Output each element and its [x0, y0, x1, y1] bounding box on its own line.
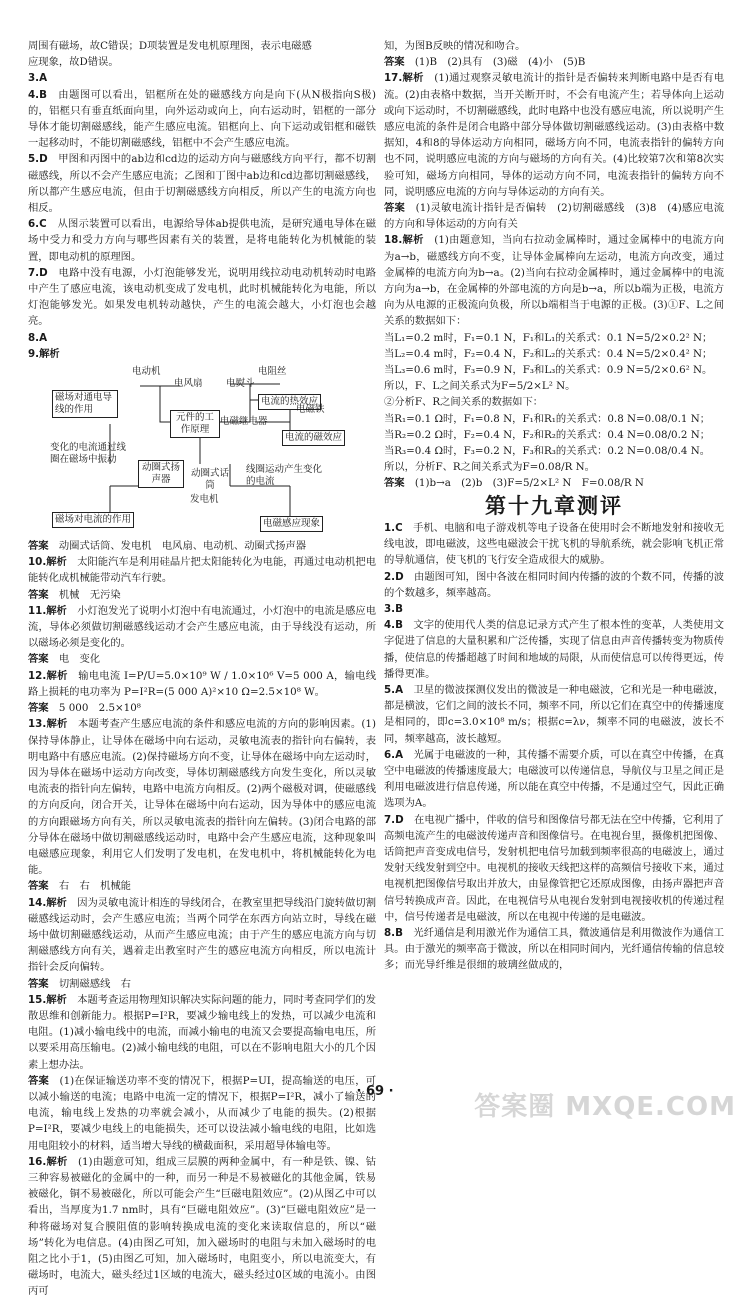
node-center: 元件的工作原理 [170, 410, 220, 438]
solution-item: 14.解析 因为灵敏电流计相连的导线闭合，在教室里把导线沿门旋转做切割磁感线运动时，会产生感应电流；当两个同学在东西方向站立时，导线在磁场中做切割磁感线运动，从而产生感应电流；由于产生的感应电流方向与切割磁感线方向有关，遇着走出教室时产生的感应电流方向相反，所以电流计指针会反向偏转。 [28, 896, 377, 974]
answer-line: 答案 右 右 机械能 [28, 880, 131, 893]
node-motor: 电动机 [132, 366, 161, 378]
node-speaker: 动圈式扬声器 [138, 460, 184, 488]
text-line: 当R₂=0.2 Ω时，F₂=0.4 N，F₂和R₂的关系式：0.4 N=0.08/0.2 N； [384, 428, 711, 441]
answer-line: 答案 (1)在保证输送功率不变的情况下，根据P=UI，提高输送的电压，可以减小输送的电流；电路中电流一定的情况下，根据P=I²R，减小了输送的电流，输电线上发热的功率就会减小，从而减少了电能的损失。(2)根据P=I²R，要减少电线上的电能损失，还可以设法减小输电线的电阻，比如选用电阻较小的材料，适当增大导线的横截面积，采用超导体输电等。 [28, 1074, 377, 1152]
solution-item: 11.解析 小灯泡发光了说明小灯泡中有电流通过，小灯泡中的电流是感应电流，导体必须做切割磁感线运动才会产生感应电流，由于导线没有运动，所以磁场必须是变化的。 [28, 604, 377, 650]
node-force-on-current-2: 磁场对电流的作用 [52, 512, 134, 528]
answer-item: 6.C 从图示装置可以看出，电源给导体ab提供电流，是研究通电导体在磁场中受力和受力方向与哪些因素有关的装置，是将电能转化为机械能的装置，即电动机的原理图。 [28, 218, 376, 263]
text-line: 当L₂=0.4 m时，F₂=0.4 N，F₂和L₂的关系式：0.4 N=5/2×0.4² N； [384, 347, 713, 360]
text-line: 当R₁=0.1 Ω时，F₁=0.8 N，F₁和R₁的关系式：0.8 N=0.08/0.1 N； [384, 412, 711, 425]
answer-item: 4.B 文字的使用代人类的信息记录方式产生了根本性的变革，人类使用文字促进了信息的大量积累和广泛传播，实现了信息由声音传播转变为物质传播，使信息的传播超越了时间和地域的局限，从而使信息可以传得更远，传播得更准。 [384, 619, 725, 680]
answer-line: 答案 动圈式话筒、发电机 电风扇、电动机、动圈式扬声器 [28, 540, 307, 553]
node-generator: 发电机 [190, 494, 219, 506]
solution-item: 15.解析 本题考查运用物理知识解决实际问题的能力，同时考查同学们的发散思维和创新能力。根据P=I²R，要减少输电线上的发热，可以减少电流和电阻。(1)减小输电线中的电流，而减小输电的电流又会要提高输电电压，所以要采用高压输电。(2)减小输电线的电阻，可以在不影响电阻大小的几个因素上想办法。 [28, 993, 377, 1071]
answer-line: 答案 (1)灵敏电流计指针是否偏转 (2)切割磁感线 (3)8 (4)感应电流的方向和导体运动的方向有关 [384, 202, 725, 231]
text-line: 当L₁=0.2 m时，F₁=0.1 N，F₁和L₁的关系式：0.1 N=5/2×0.2² N； [384, 331, 713, 344]
answer-item: 8.B 光纤通信是利用激光作为通信工具，微波通信是利用微波作为通信工具。由于激光的频率高于微波，所以在相同时间内，光纤通信传输的信息较多；而光导纤维是很细的玻璃丝做成的， [384, 926, 725, 972]
chapter-title: 第十九章测评 [485, 493, 623, 518]
solution-item: 13.解析 本题考查产生感应电流的条件和感应电流的方向的影响因素。(1)保持导体静止，让导体在磁场中向右运动，灵敏电流表的指针向右偏转，表明电路中有感应电流。(2)保持磁场方向不变，让导体在磁场中向左运动时，因为导体在磁场中运动方向改变，导体切割磁感线方向发生变化，所以灵敏电流表的指针向左偏转，电路中电流方向相反。(2)两个磁极对调，使磁感线的方向反向，闭合开关，让导体在磁场中向右运动，因为导体中的感应电流的方向跟磁场方向有关，所以灵敏电流表的指针向左偏转。(3)闭合电路的部分导体在磁场中做切割磁感线运动时，电路中会产生感应电流，这种现象叫电磁感应现象，利用它人们发明了发电机，在发电机中，将机械能转化为电能。 [28, 718, 376, 877]
answer-line: 答案 机械 无污染 [28, 588, 121, 601]
answer-item: 1.C 手机、电脑和电子游戏机等电子设备在使用时会不断地发射和接收无线电波，即电磁波，这些电磁波会干扰飞机的导航系统，就会影响飞机正常的导航通信，使飞机的飞行安全造成很大的威胁。 [384, 521, 725, 567]
answer-item: 3.B [384, 602, 403, 615]
node-hairdryer: 电熨斗 [226, 378, 255, 390]
solution-item: 10.解析 太阳能汽车是利用硅晶片把太阳能转化为电能，再通过电动机把电能转化成机械能带动汽车行驶。 [28, 556, 377, 585]
answer-item: 5.A 卫星的微波探测仪发出的微波是一种电磁波，它和光是一种电磁波，都是横波，它们之间的波长不同，频率不同，所以它们在真空中的传播速度是相同的，即c=3.0×10⁸ m/s；根据c=λν，频率不同的电磁波，波长不同，频率越高，波长越短。 [384, 683, 725, 745]
answer-item: 6.A 光属于电磁波的一种，其传播不需要介质，可以在真空中传播，在真空中电磁波的传播速度最大；电磁波可以传递信息，导航仪与卫星之间正是利用电磁波进行信息传递，所以能在真空中传播，不是通过空气，因此正确选项为A。 [384, 748, 725, 810]
answer-item: 7.D 电路中没有电源，小灯泡能够发光，说明用线拉动电动机转动时电路中产生了感应电流，该电动机变成了发电机，此时机械能转化为电能，所以灯泡能够发光。如果发电机转动越快，产生的电流会越大，小灯泡也会越亮。 [28, 266, 377, 328]
answer-item: 4.B 由题图可以看出，铝框所在处的磁感线方向是向下(从N极指向S极)的，铝框只有垂直纸面向里，向外运动或向上，向右运动时，铝框的一部分导体才能切割磁感线，能产生感应电流。铝框向上、向下运动或铝框和磁铁一起移动时，不能切割磁感线，铝框中不会产生感应电流。 [28, 88, 376, 150]
text-line: 知，为图B反映的情况和吻合。 [384, 40, 526, 52]
node-force-on-current: 磁场对通电导线的作用 [52, 390, 118, 418]
node-mic: 动圈式话筒 [190, 468, 229, 492]
node-coil-motion: 线圈运动产生变化的电流 [246, 464, 323, 488]
text-line: 当L₃=0.6 m时，F₃=0.9 N，F₃和L₃的关系式：0.9 N=5/2×0.6² N。 [384, 364, 713, 377]
answer-line: 答案 (1)b→a (2)b (3)F=5/2×L² N F=0.08/R N [384, 477, 644, 490]
node-heating-effect: 电流的热效应 [258, 394, 321, 410]
answer-line: 答案 电 变化 [28, 653, 101, 666]
text-line: 应现象，故D错误。 [28, 56, 119, 69]
solution-item: 17.解析 (1)通过观察灵敏电流计的指针是否偏转来判断电路中是否有电流。(2)由表格中数据，当开关断开时，不会有电流产生；若导体向上运动或向下运动时，不切割磁感线，此时电路中也没有感应电流，所以说明产生感应电流的条件是闭合电路中部分导体做切割磁感线运动。(3)由表格中数据知，4和8的导体运动方向相同，磁场方向不同，电流表指针的偏转方向也不同，说明感应电流的方向与磁场的方向有关。(4)比较第7次和第8次实验可知，磁场方向相同，导体的运动方向不同，电流表指针的偏转方向不同，说明感应电流的方向与导体运动的方向有关。 [384, 72, 725, 198]
answer-line: 答案 (1)B (2)具有 (3)磁 (4)小 (5)B [384, 56, 586, 69]
node-induction: 电磁感应现象 [260, 516, 323, 532]
left-column [28, 38, 376, 1300]
answer-item: 3.A [28, 72, 48, 85]
text-line: 所以，分析F、R之间关系式为F=0.08/R N。 [384, 461, 595, 474]
answer-line: 答案 切割磁感线 右 [28, 977, 131, 990]
concept-mind-map [50, 364, 350, 534]
answer-item: 8.A [28, 331, 48, 344]
solution-item: 18.解析 (1)由题意知，当向右拉动金属棒时，通过金属棒中的电流方向为a→b，磁感线方向不变，让导体金属棒向左运动，电流方向改变，通过金属棒的电流方向为b→a。(2)当向右拉动金属棒时，通过金属棒中的电流方向为a→b，在金属棒的外部电流的方向是b→a，所以b端为正极，电流方向为从电源的正极流向负极，所以b端相当于电源的正极。(3)①F、L之间关系的数据如下： [384, 234, 725, 328]
page-number: · 69 · [356, 1084, 394, 1099]
answer-item: 5.D 甲图和丙图中的ab边和cd边的运动方向与磁感线方向平行，都不切割磁感线，所以不会产生感应电流；乙图和丁图中ab边和cd边都切割磁感线，所以都产生感应电流，但由于切割磁感线方向相反，所以产生的电流方向也相反。 [28, 153, 377, 215]
answer-item: 7.D 在电视广播中，伴收的信号和图像信号都无法在空中传播，它利用了高频电流产生的电磁波传递声音和图像信号。在电视台里，摄像机把图像、话筒把声音变成电信号，发射机把电信号加载到频率很高的电磁波上，通过发射天线发射到空中。电视机的接收天线把这样的高频信号接收下来，通过电视机把图像信号取出并放大，由显像管把它还原成图像，由扬声器把声音信号转换成声音。因此，在电视信号从电视台发射到电视接收机的传递过程中，信号传递者是电磁波，所以在电视中传递的是电磁波。 [384, 813, 725, 923]
node-changing-current: 变化的电流通过线圈在磁场中振动 [50, 442, 127, 466]
answer-item: 9.解析 [28, 347, 60, 360]
node-fan: 电风扇 [174, 378, 203, 390]
text-line: 当R₃=0.4 Ω时，F₃=0.2 N，F₃和R₃的关系式：0.2 N=0.08/0.4 N。 [384, 445, 711, 458]
answer-item: 2.D 由题图可知，图中各波在相同时间内传播的波的个数不同，传播的波的个数越多，频率越高。 [384, 570, 725, 599]
text-line: 周围有磁场，故C错误；D项装置是发电机原理图，表示电磁感 [28, 40, 312, 52]
watermark-logo: 答案圈 MXQE.COM [474, 1092, 736, 1122]
node-iron-core: 电磁铁 [296, 404, 325, 416]
solution-item: 12.解析 输电电流 I=P/U=5.0×10⁹ W / 1.0×10⁶ V=5 000 A，输电线路上损耗的电功率为 P=I²R=(5 000 A)²×10 Ω=2.5×10⁸ W。 [28, 669, 376, 698]
node-electromagnet: 电磁继电器 [220, 416, 268, 428]
node-magnetic-effect: 电流的磁效应 [282, 430, 345, 446]
node-resistor-wire: 电阻丝 [258, 366, 287, 378]
answer-line: 答案 5 000 2.5×10⁸ [28, 702, 141, 715]
text-line: ②分析F、R之间关系的数据如下： [384, 396, 544, 409]
text-line: 所以，F、L之间关系式为F=5/2×L² N。 [384, 380, 576, 393]
solution-item: 16.解析 (1)由题意可知，组成三层膜的两种金属中，有一种是铁、镍、钴三种容易被磁化的金属中的一种，而另一种是不易被磁化的其他金属，铁易被磁化，铜不易被磁化，所以可能会产生“巨磁电阻效应”。(2)从图乙中可以看出，当厚度为1.7 nm时，具有“巨磁电阻效应”。(3)“巨磁电阻效应”是一种将磁场对复合膜阻值的影响转换成电流的变化来读取信息的，所以“磁场”转化为电信息。(4)由图乙可知，加入磁场时的电阻与未加入磁场时的电阻之比小于1，(5)由图乙可知，加入磁场时，电阻变小，所以电流变大，有磁场时，电流大，磁头经过1区域的电流大，磁头经过0区域的电流小。由图丙可 [28, 1155, 376, 1298]
right-column [384, 38, 724, 974]
